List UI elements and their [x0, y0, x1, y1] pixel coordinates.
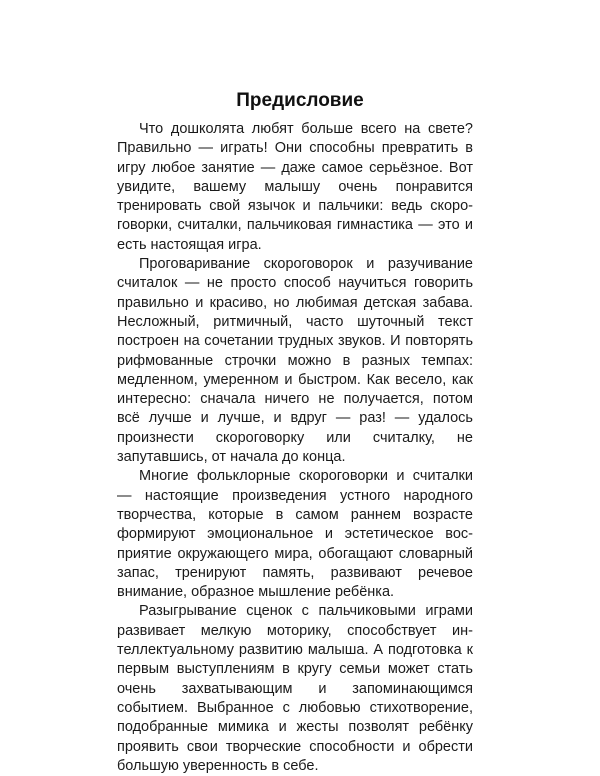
page-title: Предисловие [236, 90, 364, 111]
preface-body [117, 120, 473, 776]
paragraph-2: Проговаривание скороговорок и разучивание считалок — не просто способ научиться говорить правильно и красиво, но любимая детская забава. Несложный, ритмичный, часто шуточный текст построен на сочетании трудных звуков. И повторять рифмованные строчки можно в разных темпах: медленном, умеренном и быстром. Как весело, как интересно: сначала ничего не получается, потом всё лучше и лучше, и вдруг — раз! — удалось произнести скороговорку или считалку, не запутавшись, от начала до конца. [117, 256, 473, 466]
paragraph-3: Многие фольклорные скороговорки и считалки — настоящие произведения устного народного творчества, которые в самом раннем возрасте формируют эмоциональное и эстетическое восприятие окружающего мира, обогащают словарный запас, тренируют память, развивают речевое внимание, образное мышление ребёнка. [117, 468, 473, 601]
paragraph-4: Разыгрывание сценок с пальчиковыми играми развивает мелкую моторику, способствует интеллектуальному развитию малыша. А подготовка к первым выступлениям в кругу семьи может стать очень захватывающим и запоминающимся событием. Выбранное с любовью стихотворение, подобранные мимика и жесты позволят ребёнку проявить свои творческие способности и обрести большую уверенность в себе. [117, 603, 473, 774]
paragraph-1: Что дошколята любят больше всего на свете? Правильно — играть! Они способны превратить в игру любое занятие — даже самое серьёзное. Вот увидите, вашему малышу очень понравится тренировать свой язычок и пальчики: ведь скороговорки, считалки, пальчиковая гимнастика — это и есть настоящая игра. [117, 121, 473, 253]
